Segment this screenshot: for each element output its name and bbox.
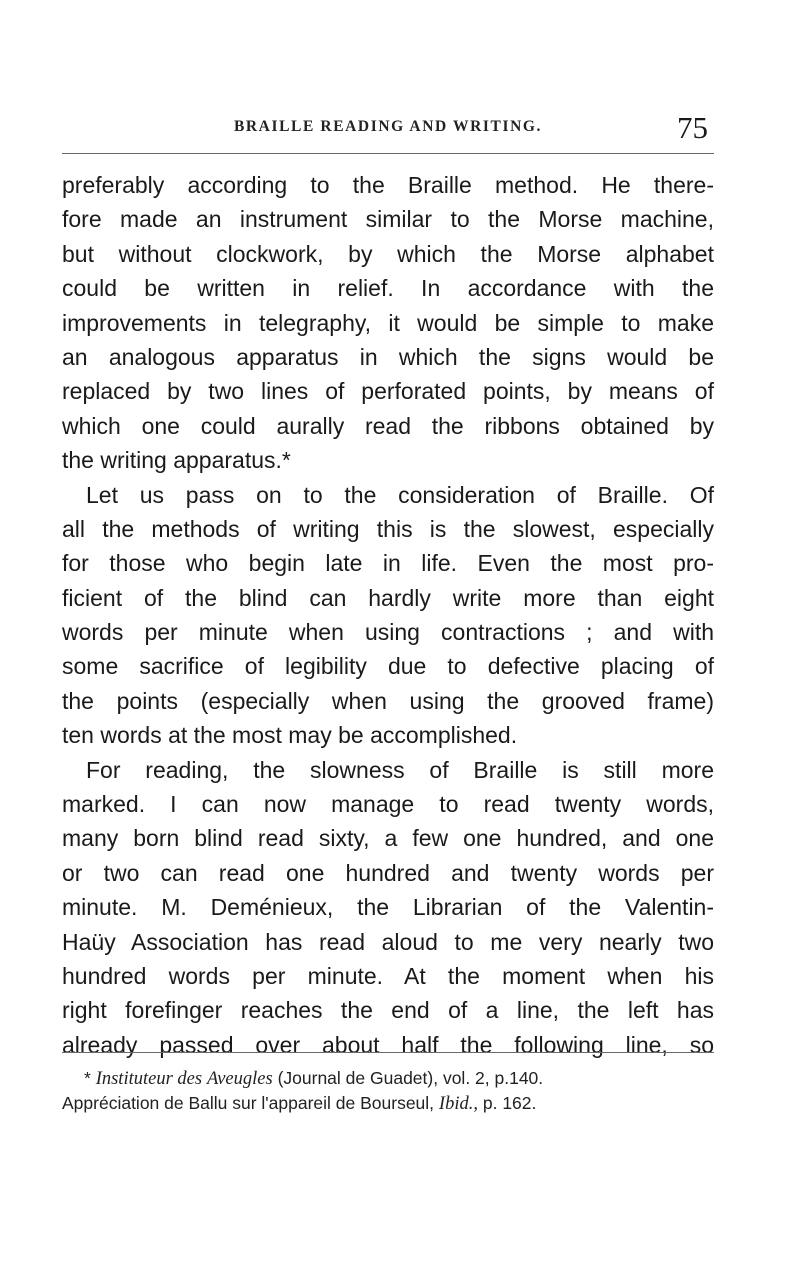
text-line: ficient of the blind can hardly write more than eight [62,584,714,611]
footnote-text: Appréciation de Ballu sur l'appareil de Bourseul, [62,1093,435,1113]
text-line: the points (especially when using the grooved frame) [62,687,714,714]
text-line: fore made an instrument similar to the Morse machine, [62,206,714,233]
text-line: an analogous apparatus in which the signs would be [62,343,714,370]
text-line: ten words at the most may be accomplished. [62,722,518,749]
text-line: already passed over about half the following line, so [62,1031,714,1058]
running-title: BRAILLE READING AND WRITING. [233,118,543,135]
running-head [62,110,714,154]
text-line: hundred words per minute. At the moment when his [62,962,714,989]
footnote-line-1 [62,1066,714,1091]
footnote-italic-title: Aveugles [206,1069,273,1089]
text-line: the writing apparatus.* [62,447,291,474]
text-line: minute. M. Deménieux, the Librarian of the Valentin- [62,894,714,921]
page-number: 75 [677,110,708,145]
text-line: Let us pass on to the consideration of Braille. Of [86,481,714,508]
text-line: or two can read one hundred and twenty words per [62,859,714,886]
footnote-text: (Journal de Guadet), vol. 2, p.140. [277,1068,544,1088]
footnote [62,1066,714,1116]
body-text [62,168,714,1062]
text-line: words per minute when using contractions ; and with [62,619,714,646]
text-line: could be written in relief. In accordance with the [62,275,714,302]
text-line: Haüy Association has read aloud to me very nearly two [62,928,714,955]
text-line: For reading, the slowness of Braille is still more [86,756,714,783]
text-line: marked. I can now manage to read twenty words, [62,791,714,818]
header-rule [62,153,714,154]
text-line: but without clockwork, by which the Morse alphabet [62,240,714,267]
text-line: replaced by two lines of perforated points, by means of [62,378,714,405]
text-line: all the methods of writing this is the slowest, especially [62,515,714,542]
text-line: improvements in telegraphy, it would be simple to make [62,309,714,336]
text-line: many born blind read sixty, a few one hundred, and one [62,825,714,852]
text-line: which one could aurally read the ribbons obtained by [62,412,714,439]
text-line: some sacrifice of legibility due to defective placing of [62,653,714,680]
footnote-italic-title: Instituteur des [95,1069,203,1089]
footnote-rule [62,1052,714,1053]
footnote-text: p. 162. [482,1093,537,1113]
text-line: preferably according to the Braille method. He there- [62,172,714,198]
text-line: right forefinger reaches the end of a line, the left has [62,997,714,1024]
footnote-line-2 [62,1091,714,1116]
text-line: for those who begin late in life. Even the most pro- [62,550,714,577]
footnote-ibid: Ibid., [438,1094,478,1114]
footnote-marker: * [84,1068,91,1088]
